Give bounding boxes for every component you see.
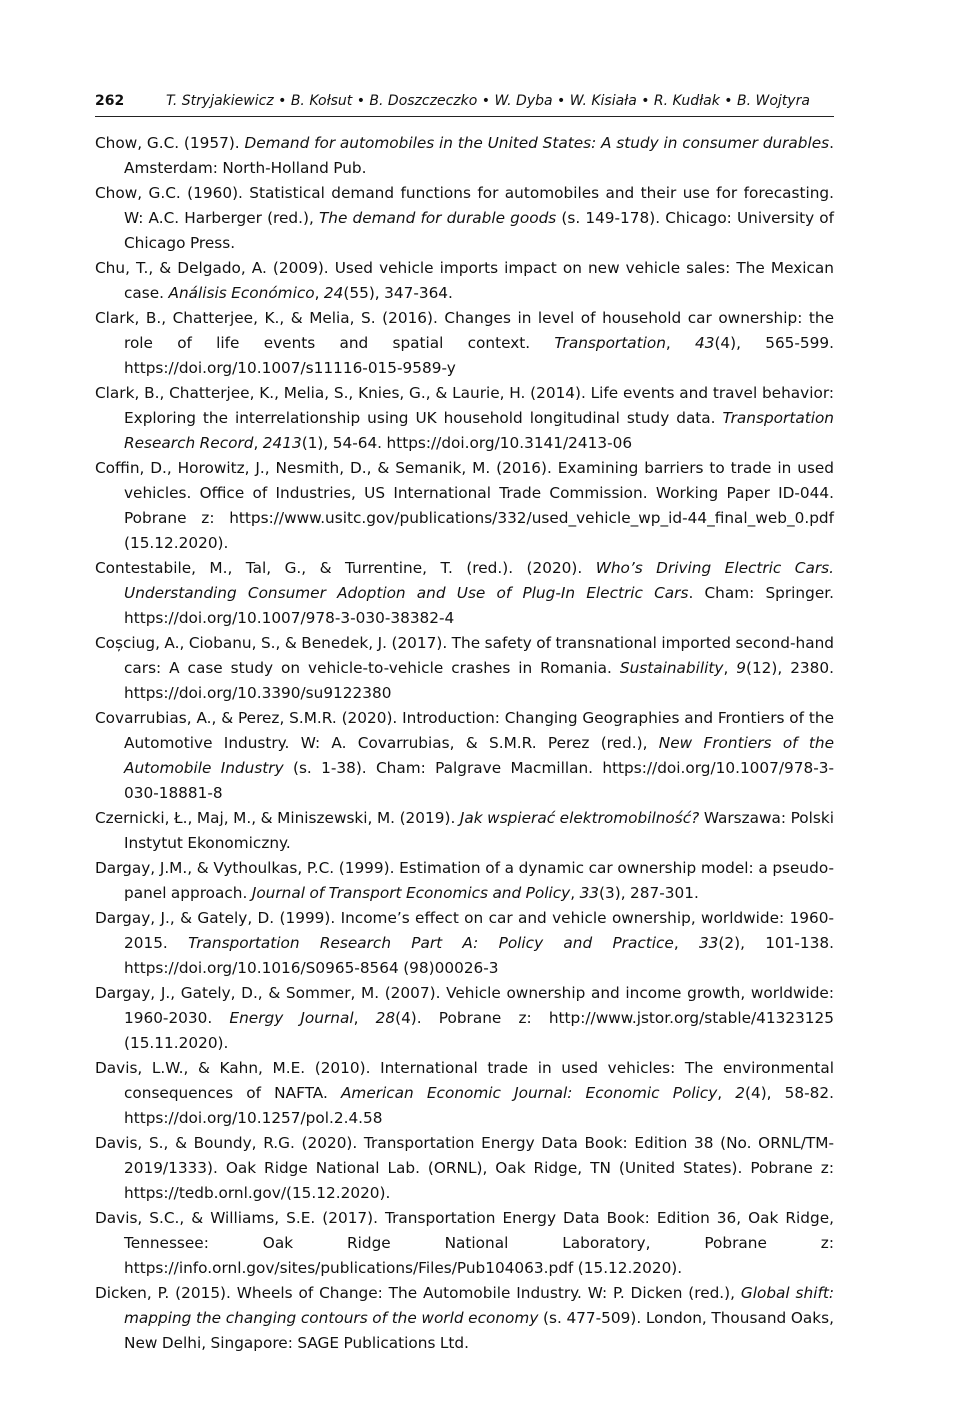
- reference-text: ,: [570, 884, 580, 902]
- reference-italic-text: Jak wspierać elektromobilność?: [459, 809, 700, 827]
- reference-text: (1), 54-64. https://doi.org/10.3141/2413-06: [301, 434, 633, 452]
- reference-text: (s. 149-178). Chicago: University of Chicago Press.: [124, 209, 834, 252]
- reference-text: (4). Pobrane z: http://www.jstor.org/stable/41323125 (15.11.2020).: [124, 1009, 834, 1052]
- reference-text: (3), 287-301.: [599, 884, 699, 902]
- reference-italic-text: Energy Journal: [229, 1009, 354, 1027]
- reference-entry: [95, 631, 834, 706]
- reference-italic-text: The demand for durable goods: [318, 209, 557, 227]
- reference-italic-text: Análisis Económico: [168, 284, 315, 302]
- reference-text: Dargay, J.M., & Vythoulkas, P.C. (1999). Estimation of a dynamic car ownership model: a pseudo-panel approach.: [95, 859, 834, 902]
- reference-entry: [95, 856, 834, 906]
- reference-list: [95, 131, 834, 1356]
- reference-entry: [95, 981, 834, 1056]
- reference-italic-text: 33: [579, 884, 600, 902]
- reference-italic-text: Transportation Research Part A: Policy and Practice: [188, 934, 674, 952]
- reference-italic-text: 43: [694, 334, 715, 352]
- reference-italic-text: Journal of Transport Economics and Policy: [251, 884, 571, 902]
- reference-text: Warszawa: Polski Instytut Ekonomiczny.: [124, 809, 834, 852]
- reference-text: Contestabile, M., Tal, G., & Turrentine, T. (red.). (2020).: [95, 559, 596, 577]
- reference-entry: [95, 181, 834, 256]
- reference-text: ,: [253, 434, 263, 452]
- running-head-authors: T. Stryjakiewicz • B. Kołsut • B. Doszczeczko • W. Dyba • W. Kisiała • R. Kudłak • B. Wojtyra: [166, 93, 810, 109]
- reference-italic-text: Demand for automobiles in the United States: A study in consumer durables: [244, 134, 830, 152]
- reference-text: Coffin, D., Horowitz, J., Nesmith, D., & Semanik, M. (2016). Examining barriers to trade in used vehicles. Office of Industries, US International Trade Commission. Working Paper ID-044. Pobrane z: https://www.usitc.gov/publications/332/used_vehicle_wp_id-44_final_web_0.pdf (15.12.2020).: [95, 459, 834, 552]
- reference-entry: [95, 906, 834, 981]
- reference-text: Dargay, J., & Gately, D. (1999). Income’s effect on car and vehicle ownership, worldwide: 1960-2015.: [95, 909, 834, 952]
- reference-text: ,: [717, 1084, 736, 1102]
- reference-text: (s. 477-509). London, Thousand Oaks, New Delhi, Singapore: SAGE Publications Ltd.: [124, 1309, 834, 1352]
- reference-italic-text: Who’s Driving Electric Cars. Understanding Consumer Adoption and Use of Plug-In Electric Cars: [124, 559, 834, 602]
- reference-text: Dargay, J., Gately, D., & Sommer, M. (2007). Vehicle ownership and income growth, worldwide: 1960-2030.: [95, 984, 834, 1027]
- reference-entry: [95, 256, 834, 306]
- reference-text: (12), 2380. https://doi.org/10.3390/su9122380: [124, 659, 834, 702]
- reference-italic-text: Transportation: [554, 334, 666, 352]
- running-header: [95, 90, 834, 117]
- reference-entry: [95, 706, 834, 806]
- reference-entry: [95, 806, 834, 856]
- reference-text: . Amsterdam: North-Holland Pub.: [124, 134, 835, 177]
- reference-italic-text: 24: [323, 284, 344, 302]
- reference-text: ,: [314, 284, 324, 302]
- reference-italic-text: 2413: [262, 434, 302, 452]
- reference-text: Chu, T., & Delgado, A. (2009). Used vehicle imports impact on new vehicle sales: The Mexican case.: [95, 259, 834, 302]
- reference-entry: [95, 1206, 834, 1281]
- reference-text: ,: [723, 659, 737, 677]
- reference-entry: [95, 1056, 834, 1131]
- reference-entry: [95, 456, 834, 556]
- reference-entry: [95, 306, 834, 381]
- reference-italic-text: Global shift: mapping the changing contours of the world economy: [124, 1284, 834, 1327]
- reference-italic-text: Sustainability: [619, 659, 724, 677]
- reference-text: ,: [673, 934, 699, 952]
- reference-italic-text: 33: [698, 934, 719, 952]
- reference-text: (s. 1-38). Cham: Palgrave Macmillan. https://doi.org/10.1007/978-3-030-18881-8: [124, 759, 835, 802]
- reference-entry: [95, 131, 834, 181]
- reference-entry: [95, 1131, 834, 1206]
- reference-text: (4), 58-82. https://doi.org/10.1257/pol.2.4.58: [124, 1084, 834, 1127]
- reference-text: Davis, S.C., & Williams, S.E. (2017). Transportation Energy Data Book: Edition 36, Oak Ridge, Tennessee: Oak Ridge National Laboratory, Pobrane z: https://info.ornl.gov/sites/publications/Files/Pub104063.pdf (15.12.2020).: [95, 1209, 834, 1277]
- reference-italic-text: 2: [735, 1084, 745, 1102]
- reference-text: Davis, S., & Boundy, R.G. (2020). Transportation Energy Data Book: Edition 38 (No. ORNL/TM-2019/1333). Oak Ridge National Lab. (ORNL), Oak Ridge, TN (United States). Pobrane z: https://tedb.ornl.gov/(15.12.2020).: [95, 1134, 834, 1202]
- reference-text: Davis, L.W., & Kahn, M.E. (2010). International trade in used vehicles: The environmental consequences of NAFTA.: [95, 1059, 834, 1102]
- reference-entry: [95, 556, 834, 631]
- reference-text: Covarrubias, A., & Perez, S.M.R. (2020). Introduction: Changing Geographies and Frontiers of the Automotive Industry. W: A. Covarrubias, & S.M.R. Perez (red.),: [95, 709, 834, 752]
- reference-text: . Cham: Springer. https://doi.org/10.1007/978-3-030-38382-4: [124, 584, 834, 627]
- reference-italic-text: 28: [375, 1009, 396, 1027]
- reference-text: (2), 101-138. https://doi.org/10.1016/S0965-8564 (98)00026-3: [124, 934, 834, 977]
- reference-text: Dicken, P. (2015). Wheels of Change: The Automobile Industry. W: P. Dicken (red.),: [95, 1284, 741, 1302]
- reference-italic-text: 9: [736, 659, 746, 677]
- reference-text: ,: [665, 334, 695, 352]
- reference-text: Czernicki, Ł., Maj, M., & Miniszewski, M. (2019).: [95, 809, 460, 827]
- reference-text: Clark, B., Chatterjee, K., & Melia, S. (2016). Changes in level of household car ownership: the role of life events and spatial context.: [95, 309, 834, 352]
- reference-text: Chow, G.C. (1960). Statistical demand functions for automobiles and their use for forecasting. W: A.C. Harberger (red.),: [95, 184, 834, 227]
- reference-italic-text: American Economic Journal: Economic Policy: [340, 1084, 718, 1102]
- reference-italic-text: New Frontiers of the Automobile Industry: [124, 734, 834, 777]
- reference-text: (55), 347-364.: [343, 284, 453, 302]
- reference-text: ,: [353, 1009, 376, 1027]
- reference-text: (4), 565-599. https://doi.org/10.1007/s11116-015-9589-y: [124, 334, 834, 377]
- reference-text: Coșciug, A., Ciobanu, S., & Benedek, J. (2017). The safety of transnational imported second-hand cars: A case study on vehicle-to-vehicle crashes in Romania.: [95, 634, 834, 677]
- reference-text: Chow, G.C. (1957).: [95, 134, 245, 152]
- reference-entry: [95, 1281, 834, 1356]
- page-number: 262: [95, 93, 125, 109]
- reference-entry: [95, 381, 834, 456]
- reference-text: Clark, B., Chatterjee, K., Melia, S., Knies, G., & Laurie, H. (2014). Life events and travel behavior: Exploring the interrelationship using UK household longitudinal study data.: [95, 384, 834, 427]
- reference-italic-text: Transportation Research Record: [124, 409, 834, 452]
